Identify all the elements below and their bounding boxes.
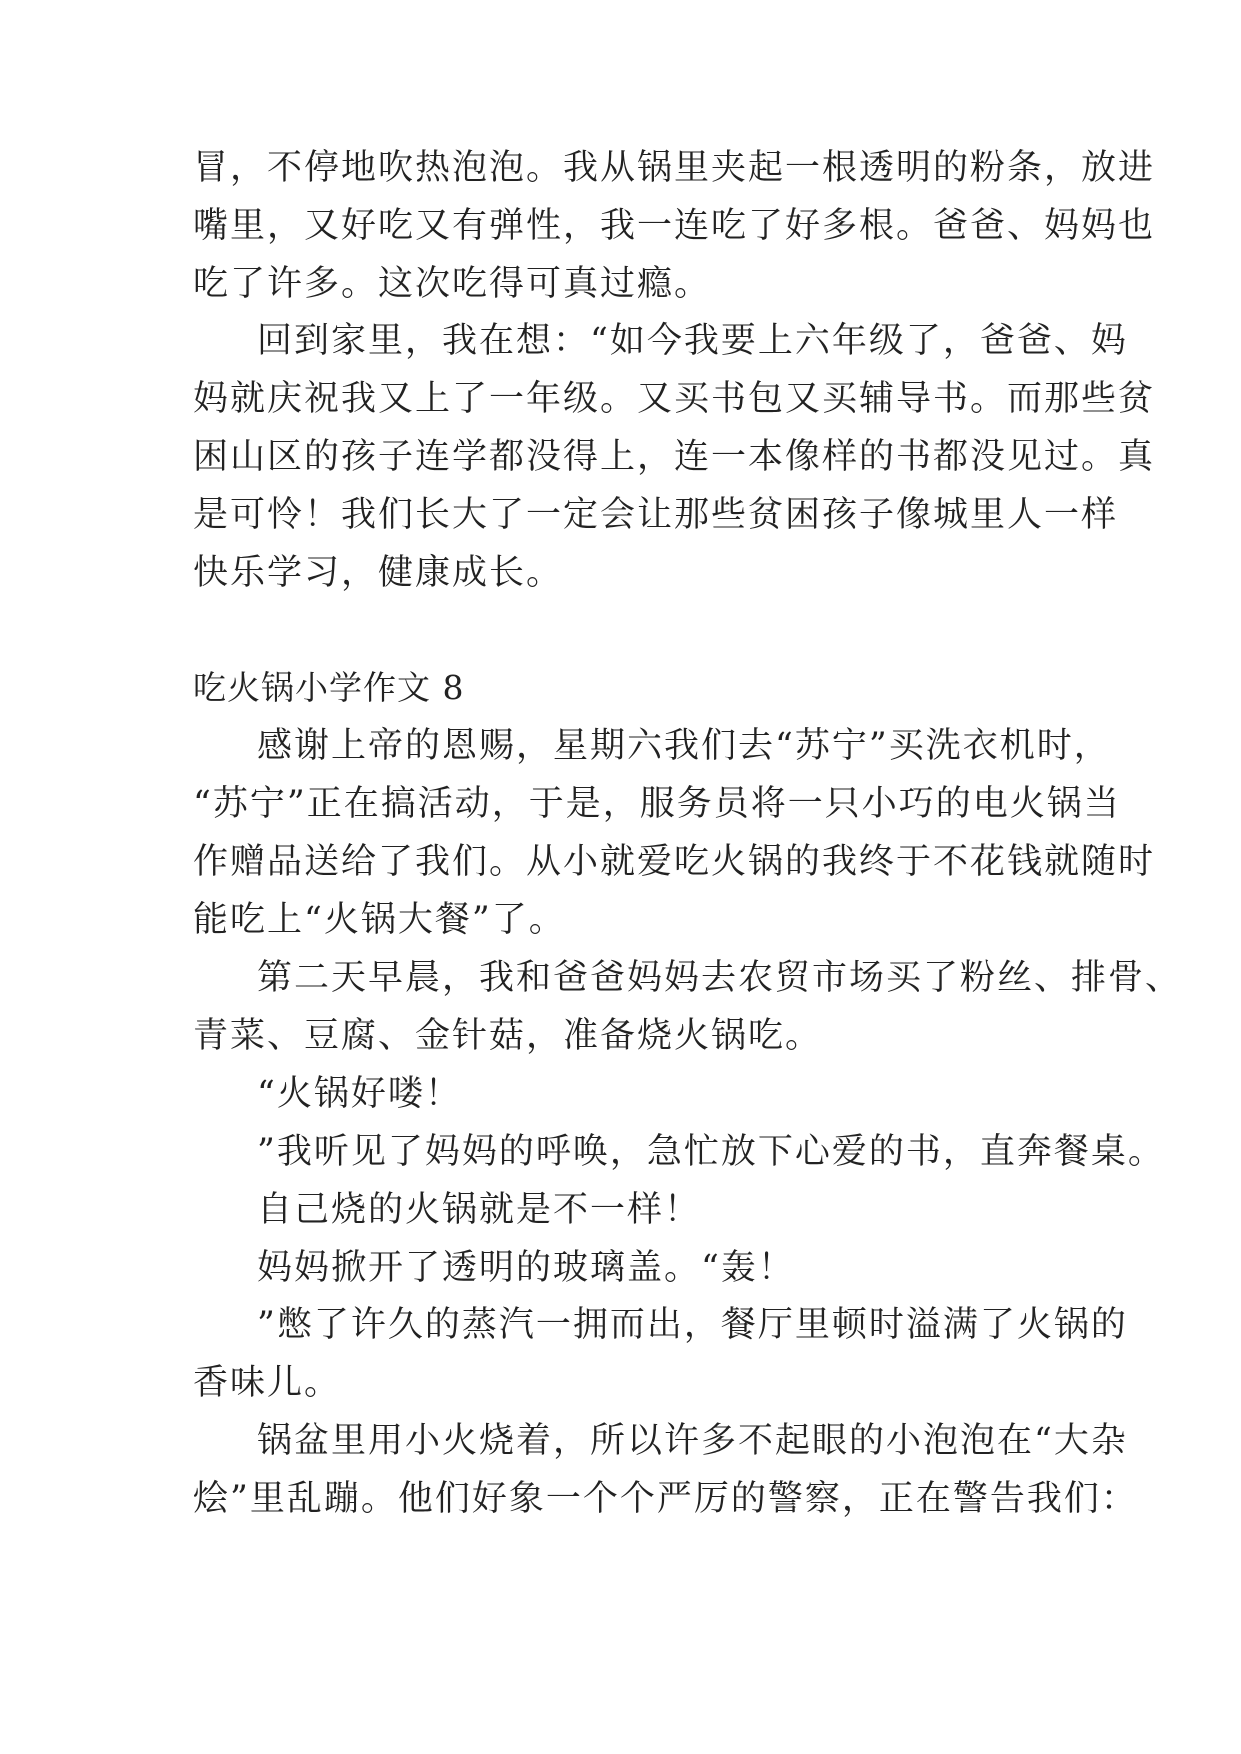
paragraph-first-line: 锅盆里用小火烧着，所以许多不起眼的小泡泡在“大杂 [257, 1421, 1128, 1461]
text-line: 能吃上“火锅大餐”了。 [193, 900, 566, 940]
paragraph-first-line: ”憋了许久的蒸汽一拥而出，餐厅里顿时溢满了火锅的 [257, 1305, 1128, 1345]
text-line: “苏宁”正在搞活动，于是，服务员将一只小巧的电火锅当 [193, 784, 1121, 824]
paragraph-first-line: 自己烧的火锅就是不一样！ [257, 1190, 702, 1230]
paragraph-first-line: ”我听见了妈妈的呼唤，急忙放下心爱的书，直奔餐桌。 [257, 1132, 1165, 1172]
text-line: 香味儿。 [193, 1363, 342, 1403]
paragraph-first-line: 第二天早晨，我和爸爸妈妈去农贸市场买了粉丝、排骨、 [257, 958, 1183, 998]
text-line: 是可怜！我们长大了一定会让那些贫困孩子像城里人一样 [193, 495, 1119, 535]
text-line: 妈就庆祝我又上了一年级。又买书包又买辅导书。而那些贫 [193, 379, 1156, 419]
text-line: 烩”里乱蹦。他们好象一个个严厉的警察，正在警告我们： [193, 1479, 1138, 1519]
paragraph-first-line: “火锅好喽！ [257, 1074, 462, 1114]
text-line: 冒，不停地吹热泡泡。我从锅里夹起一根透明的粉条，放进 [193, 148, 1156, 188]
text-line: 青菜、豆腐、金针菇，准备烧火锅吃。 [193, 1016, 823, 1056]
paragraph-first-line: 妈妈掀开了透明的玻璃盖。“轰！ [257, 1248, 795, 1288]
text-line: 嘴里，又好吃又有弹性，我一连吃了好多根。爸爸、妈妈也 [193, 206, 1156, 246]
text-line: 作赠品送给了我们。从小就爱吃火锅的我终于不花钱就随时 [193, 842, 1156, 882]
text-line: 困山区的孩子连学都没得上，连一本像样的书都没见过。真 [193, 437, 1156, 477]
text-line: 吃了许多。这次吃得可真过瘾。 [193, 264, 712, 304]
paragraph-first-line: 回到家里，我在想：“如今我要上六年级了，爸爸、妈 [257, 321, 1128, 361]
text-line: 快乐学习，健康成长。 [193, 553, 564, 593]
paragraph-first-line: 感谢上帝的恩赐，星期六我们去“苏宁”买洗衣机时， [257, 726, 1111, 766]
section-title: 吃火锅小学作文 8 [193, 668, 465, 707]
